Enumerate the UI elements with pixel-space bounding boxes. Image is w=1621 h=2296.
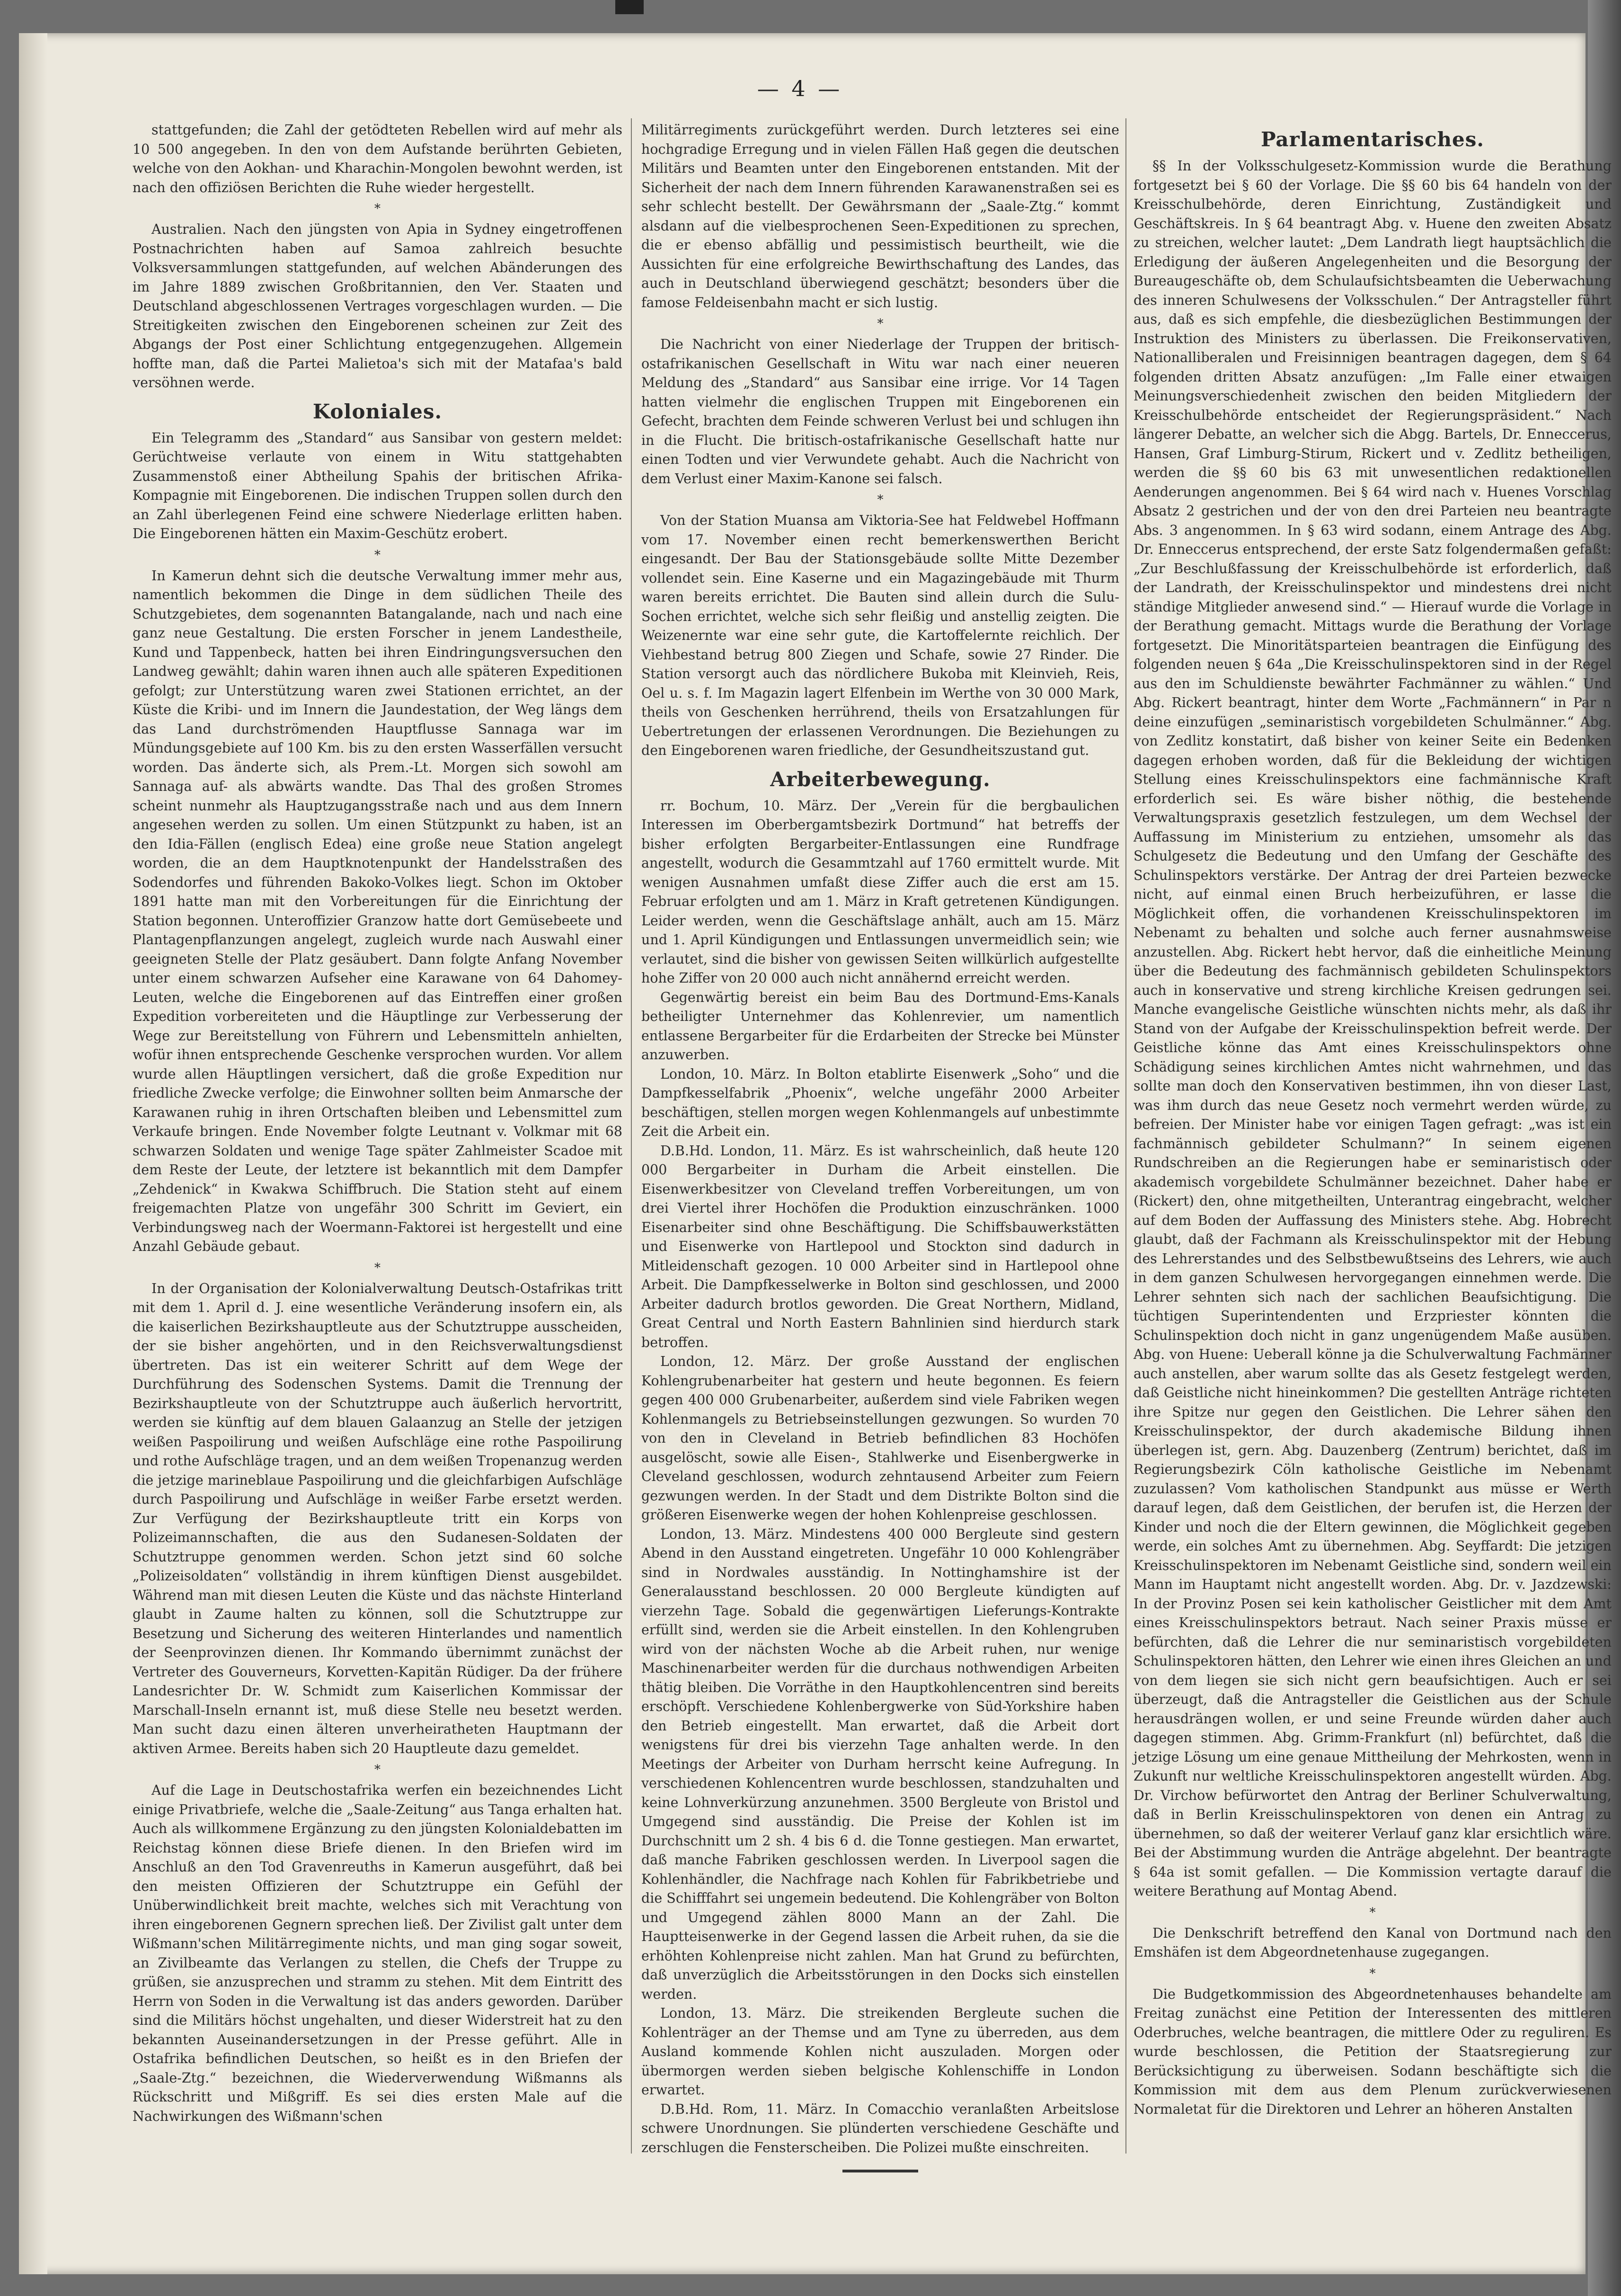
binding-shadow	[19, 33, 47, 2274]
column-3	[1134, 121, 1612, 2146]
scan-marker	[615, 0, 644, 14]
article-paragraph: Die Denkschrift betreffend den Kanal von Dortmund nach den Emshäfen ist dem Abgeordnetenhause zugegangen.	[1134, 1925, 1612, 1960]
article-paragraph: London, 13. März. Mindestens 400 000 Bergleute sind gestern Abend in den Ausstand eingetreten. Ungefähr 10 000 Kohlengräber sind in Nordwales ausständig. In Nottinghamshire ist der Generalausstand beschlossen. 20 000 Bergleute kündigten auf vierzehn Tage. Sobald die gegenwärtigen Lieferungs-Kontrakte erfüllt sind, werden sie die Arbeit einstellen. In den Kohlengruben wird von der nächsten Woche ab die Arbeit ruhen, nur wenige Maschinenarbeiter werden für die durchaus nothwendigen Arbeiten thätig bleiben. Die Vorräthe in den Hauptkohlencentren sind bereits erschöpft. Verschiedene Kohlenbergwerke von Süd-Yorkshire haben den Betrieb eingestellt. Man erwartet, daß die Arbeit dort wenigstens für drei bis vierzehn Tage anhalten werde. In den Meetings der Arbeiter von Durham herrscht keine Aufregung. In verschiedenen Kohlencentren wurde beschlossen, standzuhalten und keine Lohnverkürzung anzunehmen. 3500 Bergleute von Bristol und Umgegend sind ausständig. Die Preise der Kohlen ist im Durchschnitt um 2 sh. 4 bis 6 d. die Tonne gestiegen. Man erwartet, daß manche Fabriken geschlossen werden. In Liverpool sagen die Kohlenhändler, die Nachfrage nach Kohlen für Fabrikbetriebe und die Schifffahrt sei ungemein bedeutend. Die Kohlengräber von Bolton und Umgegend zählen 8000 Mann an der Zahl. Die Hauptteisenwerke in der Gegend lassen die Arbeit ruhen, da sie die erhöhten Kohlenpreise nicht zahlen. Man hat Grund zu befürchten, daß unverzüglich die Arbeitsstörungen in den Docks sich einstellen werden.	[641, 1526, 1119, 2002]
separator-asterisk: *	[374, 1260, 381, 1275]
article-paragraph: D.B.Hd. Rom, 11. März. In Comacchio veranlaßten Arbeitslose schwere Unordnungen. Sie plünderten verschiedene Geschäfte und zerschlugen die Fensterscheiben. Die Polizei mußte einschreiten.	[641, 2101, 1119, 2155]
column-2	[641, 121, 1119, 2155]
article-paragraph: §§ In der Volksschulgesetz-Kommission wurde die Berathung fortgesetzt bei § 60 der Vorlage. Die §§ 60 bis 64 handeln von der Kreisschulbehörde, deren Einrichtung, Zuständigkeit und Geschäftskreis. In § 64 beantragt Abg. v. Huene den zweiten Absatz zu streichen, welcher lautet: „Dem Landrath liegt hauptsächlich die Erledigung der äußeren Angelegenheiten und die Besorgung der Bureaugeschäfte ob, dem Schulaufsichtsbeamten die Ueberwachung des inneren Schulwesens der Volksschulen.“ Der Antragsteller führt aus, daß es sich empfehle, die diesbezüglichen Bestimmungen der Instruktion des Ministers zu überlassen. Die Freikonservativen, Nationalliberalen und Freisinnigen beantragen dagegen, dem § 64 folgenden dritten Absatz anzufügen: „Im Falle einer etwaigen Meinungsverschiedenheit zwischen den beiden Mitgliedern der Kreisschulbehörde entscheidet der Regierungspräsident.“ Nach längerer Debatte, an welcher sich die Abgg. Bartels, Dr. Enneccerus, Hansen, Graf Limburg-Stirum, Rickert und v. Zedlitz betheiligen, werden die §§ 60 bis 63 mit unwesentlichen redaktionellen Aenderungen angenommen. Bei § 64 wird nach v. Huenes Vorschlag Absatz 2 gestrichen und der von den drei Parteien neu beantragte Abs. 3 angenommen. In § 63 wird sodann, einem Antrage des Abg. Dr. Enneccerus entsprechend, der erste Satz folgendermaßen gefaßt: „Zur Beschlußfassung der Kreisschulbehörde ist erforderlich, daß der Landrath, der Kreisschulinspektor und mindestens drei nicht ständige Mitglieder anwesend sind.“ — Hierauf wurde die Vorlage in der Berathung gemacht. Mittags wurde die Berathung der Vorlage fortgesetzt. Die Minoritätsparteien beantragen die Einfügung des folgenden neuen § 64a „Die Kreisschulinspektoren sind in der Regel aus den im Schuldienste bewährter Fachmänner zu wählen.“ Und Abg. Rickert beantragt, hinter dem Worte „Fachmännern“ in Par n deine einzufügen „seminaristisch vorgebildeten Schulmänner.“ Abg. von Zedlitz konstatirt, daß bisher von keiner Seite ein Bedenken dagegen erhoben worden, daß für die Bekleidung der wichtigen Stellung eines Kreisschulinspektors eine fachmännische Kraft erforderlich sei. Es wäre bisher nöthig, die bestehende Verwaltungspraxis gesetzlich festzulegen, um dem Wechsel der Auffassung im Ministerium zu entziehen, umsomehr als das Schulgesetz die Bedeutung und den Umfang der Geschäfte des Schulinspektors verstärke. Der Antrag der drei Parteien bezwecke nicht, auf einmal einen Bruch herbeizuführen, er lasse die Möglichkeit offen, die vorhandenen Kreisschulinspektoren im Nebenamt zu behalten und solche auch ferner ausnahmsweise anzustellen. Abg. Rickert hebt hervor, daß die einheitliche Meinung über die Bedeutung des fachmännisch gebildeten Schulinspektors auch in konservative und streng kirchliche Kreisen gedrungen sei. Manche evangelische Geistliche wünschten nichts mehr, als daß ihr Stand von der Aufgabe der Kreisschulinspektion befreit werde. Der Geistliche könne das Amt eines Kreisschulinspektors ohne Schädigung seines kirchlichen Amtes nicht wahrnehmen, und das sollte man doch den Konservativen bestimmen, ihn von dieser Last, was ihm durch das neue Gesetz noch vermehrt werden würde, zu befreien. Der Minister habe vor einigen Tagen gefragt: „was ist ein fachmännisch gebildeter Schulmann?“ In seinem eigenen Rundschreiben an die Regierungen habe er seminaristisch oder akademisch vorgebildete Schulmänner bezeichnet. Daher habe er (Rickert) den, ohne mitgetheilten, Unterantrag eingebracht, welcher auf dem Boden der Auffassung des Ministers stehe. Abg. Hobrecht glaubt, daß der Fachmann als Kreisschulinspektor mit der Hebung des Lehrerstandes und des Selbstbewußtseins des Lehrers, wie auch in dem ganzen Schulwesen hervorgegangen einnehmen werde. Die Lehrer sehnten sich nach der sachlichen Beaufsichtigung. Die tüchtigen Superintendenten und Erzpriester könnten die Schulinspektion doch nicht in ganz ungenügendem Maße ausüben. Abg. von Huene: Ueberall könne ja die Schulverwaltung Fachmänner auch anstellen, aber warum sollte das als Gesetz festgelegt werden, daß Geistliche nicht hineinkommen? Die gestellten Anträge richteten ihre Spitze nur gegen den Geistlichen. Die Lehrer sähen den Kreisschulinspektor, der durch akademische Bildung ihnen überlegen ist, gern. Abg. Dauzenberg (Zentrum) berichtet, daß im Regierungsbezirk Cöln katholische Geistliche im Nebenamt zuzulassen? Vom katholischen Standpunkt aus müsse er Werth darauf legen, daß dem Geistlichen, der berufen ist, die Herzen der Kinder und noch die der Eltern gewinnen, die Möglichkeit gegeben werde, ein solches Amt zu übernehmen. Abg. Seyffardt: Die jetzigen Kreisschulinspektoren im Nebenamt Geistliche sind, sondern weil ein Mann im Hauptamt nicht angestellt worden. Abg. Dr. v. Jazdzewski: In der Provinz Posen sei kein katholischer Geistlicher mit dem Amt eines Kreisschulinspektors betraut. Nach seiner Praxis müsse er befürchten, daß die Lehrer die nur seminaristisch vorgebildeten Schulinspektoren hätten, den Lehrer wie einen ihres Gleichen an und von dem liegen sie sich nicht gern beaufsichtigen. Auch er sei überzeugt, daß die Antragsteller die Geistlichen aus der Schule herausdrängen wollen, er und seine Freunde würden daher auch dagegen stimmen. Abg. Grimm-Frankfurt (nl) befürchtet, daß die jetzige Lösung um eine genaue Mittheilung der Mehrkosten, wenn in Zukunft nur weltliche Kreisschulinspektoren angestellt würden. Abg. Dr. Virchow befürwortet den Antrag der Berliner Schulverwaltung, daß in Berlin Kreisschulinspektoren von denen ein Antrag zu übernehmen, so daß der weiterer Verlauf ganz klar ersichtlich wäre. Bei der Abstimmung wurden die Anträge abgelehnt. Der beantragte § 64a ist somit gefallen. — Die Kommission vertagte darauf die weitere Berathung auf Montag Abend.	[1134, 158, 1612, 1899]
section-heading: Koloniales.	[312, 399, 443, 423]
column-divider	[1125, 118, 1126, 2154]
article-paragraph: London, 10. März. In Bolton etablirte Eisenwerk „Soho“ und die Dampfkesselfabrik „Phoenix“, welche ungefähr 2000 Arbeiter beschäftigen, stellen morgen wegen Kohlenmangels auf unbestimmte Zeit die Arbeit ein.	[641, 1066, 1119, 1139]
column-divider	[631, 118, 632, 2154]
section-heading: Arbeiterbewegung.	[770, 767, 991, 791]
article-paragraph: In der Organisation der Kolonialverwaltung Deutsch-Ostafrikas tritt mit dem 1. April d. J. eine wesentliche Veränderung insofern ein, als die kaiserlichen Bezirkshauptleute aus der Schutztruppe ausscheiden, der sie bisher angehörten, und in den Reichsverwaltungsdienst übertreten. Das ist ein weiterer Schritt auf dem Wege der Durchführung des Sodenschen Systems. Damit die Trennung der Bezirkshauptleute von der Schutztruppe auch äußerlich hervortritt, werden sie künftig auf dem blauen Galaanzug an Stelle der jetzigen weißen Paspoilirung und weißen Aufschläge eine rothe Paspoilirung und rothe Aufschläge tragen, und an dem weißen Tropenanzug werden die jetzige marineblaue Paspoilirung und die gleichfarbigen Aufschläge durch Paspoilirung und Aufschläge in weißer Farbe ersetzt werden. Zur Verfügung der Bezirkshauptleute tritt ein Korps von Polizeimannschaften, die aus den Sudanesen-Soldaten der Schutztruppe genommen werden. Schon jetzt sind 60 solche „Polizeisoldaten“ vollständig in ihrem künftigen Dienst ausgebildet. Während man mit diesen Leuten die Küste und das nächste Hinterland glaubt in Zaume halten zu können, soll die Schutztruppe zur Besetzung und Sicherung des weiteren Hinterlandes und namentlich der Seenprovinzen dienen. Ihr Kommando übernimmt zunächst der Vertreter des Gouverneurs, Korvetten-Kapitän Rüdiger. Da der frühere Landesrichter Dr. W. Schmidt zum Kaiserlichen Kommissar der Marschall-Inseln ernannt ist, muß diese Stelle neu besetzt werden. Man sucht dazu einen älteren unverheiratheten Hauptmann der aktiven Armee. Bereits haben sich 20 Hauptleute dazu gemeldet.	[133, 1280, 622, 1756]
separator-asterisk: *	[374, 548, 381, 562]
article-paragraph: Australien. Nach den jüngsten von Apia in Sydney eingetroffenen Postnachrichten haben auf Samoa zahlreich besuchte Volksversammlungen stattgefunden, auf welchen Abänderungen des im Jahre 1889 zwischen Großbritannien, den Ver. Staaten und Deutschland abgeschlossenen Vertrages vorgeschlagen wurden. — Die Streitigkeiten zwischen den Eingeborenen scheinen zur Zeit des Abgangs der Post einer Schlichtung entgegenzugehen. Allgemein hoffte man, daß die Partei Malietoa's sich mit der Matafaa's bald versöhnen werde.	[133, 222, 622, 390]
article-paragraph: London, 13. März. Die streikenden Bergleute suchen die Kohlenträger an der Themse und am Tyne zu überreden, aus dem Ausland kommende Kohlen nicht auszuladen. Morgen oder übermorgen werden sieben belgische Kohlenschiffe in London erwartet.	[641, 2005, 1119, 2098]
separator-asterisk: *	[877, 493, 884, 507]
article-paragraph: stattgefunden; die Zahl der getödteten Rebellen wird auf mehr als 10 500 angegeben. In den von dem Aufstande berührten Gebieten, welche von den Aokhan- und Kharachin-Mongolen bewohnt werden, ist nach den offiziösen Berichten die Ruhe wieder hergestellt.	[133, 122, 622, 195]
column-1	[133, 121, 622, 2146]
article-paragraph: In Kamerun dehnt sich die deutsche Verwaltung immer mehr aus, namentlich bekommen die Dinge in dem südlichen Theile des Schutzgebietes, dem sogenannten Batangalande, nach und nach eine ganz neue Gestaltung. Die ersten Forscher in jenem Landestheile, Kund und Tappenbeck, hatten bei ihren Eindringungsversuchen den Landweg gewählt; dahin waren ihnen auch alle späteren Expeditionen gefolgt; zur Unterstützung waren zwei Stationen errichtet, an der Küste die Kribi- und im Innern die Jaundestation, der Weg längs dem das Land durchströmenden Hauptflusse Sannaga war im Mündungsgebiete auf 100 Km. bis zu den ersten Wasserfällen versucht worden. Das änderte sich, als Prem.-Lt. Morgen sich sowohl am Sannaga auf- als abwärts wandte. Das Thal des großen Stromes scheint nunmehr als Hauptzugangsstraße nach und aus dem Innern angesehen werden zu sollen. Um einen Stützpunkt zu haben, ist an den Idia-Fällen (englisch Edea) eine große neue Station angelegt worden, die an dem Hauptknotenpunkt der Handelsstraßen des Sodendorfes und führenden Bakoko-Volkes liegt. Schon im Oktober 1891 hatte man mit den Vorbereitungen für die Einrichtung der Station begonnen. Unteroffizier Granzow hatte dort Gemüsebeete und Plantagenpflanzungen angelegt, zugleich wurde nach Auswahl einer geeigneten Stelle der Platz gesäubert. Dann folgte Anfang November unter einem schwarzen Aufseher eine Karawane von 64 Dahomey-Leuten, welche die Eingeborenen auf das Eintreffen einer großen Expedition vorbereiteten und die Häuptlinge zur Verbesserung der Wege zur Bereitstellung von Führern und Lebensmitteln anhielten, wofür ihnen entsprechende Geschenke versprochen wurden. Vor allem wurde allen Häuptlingen versichert, daß die große Expedition nur friedliche Zwecke verfolge; die Einwohner sollten beim Anmarsche der Karawanen ruhig in ihren Ortschaften bleiben und Lebensmittel zum Verkaufe bringen. Ende November folgte Leutnant v. Volkmar mit 68 schwarzen Soldaten und wenige Tage später Zahlmeister Scadoe mit dem Reste der Leute, der letztere ist bekanntlich mit dem Dampfer „Zehdenick“ in Kwakwa Schiffbruch. Die Station steht auf einem freigemachten Platze von ungefähr 300 Schritt im Geviert, ein Verbindungsweg nach der Woermann-Faktorei ist hergestellt und eine Anzahl Gebäude gebaut.	[133, 567, 622, 1254]
article-paragraph: Von der Station Muansa am Viktoria-See hat Feldwebel Hoffmann vom 17. November einen recht bemerkenswerthen Bericht eingesandt. Der Bau der Stationsgebäude sollte Mitte Dezember vollendet sein. Eine Kaserne und ein Magazingebäude mit Thurm waren bereits errichtet. Die Bauten sind allein durch die Sulu-Sochen errichtet, welche sich sehr fleißig und anstellig zeigten. Die Weizenernte war eine sehr gute, die Kartoffelernte reichlich. Der Viehbestand betrug 800 Ziegen und Schafe, sowie 27 Rinder. Die Station versorgt auch das nördlichere Bukoba mit Kleinvieh, Reis, Oel u. s. f. Im Magazin lagert Elfenbein im Werthe von 30 000 Mark, theils von Geschenken herrührend, theils von Ersatzahlungen für Uebertretungen der erlassenen Verordnungen. Die Beziehungen zu den Eingeborenen waren friedliche, der Gesundheitszustand gut.	[641, 513, 1119, 758]
separator-asterisk: *	[374, 1763, 381, 1777]
article-paragraph: Militärregiments zurückgeführt werden. Durch letzteres sei eine hochgradige Erregung und in vielen Fällen Haß gegen die deutschen Militärs und Beamten unter den Eingeborenen entstanden. Mit der Sicherheit der nach dem Innern führenden Karawanenstraßen sei es sehr schlecht bestellt. Der Gewährsmann der „Saale-Ztg.“ kommt alsdann auf die vielbesprochenen Seen-Expeditionen zu sprechen, die er ebenso abfällig und pessimistisch beurtheilt, wie die Aussichten für eine erfolgreiche Bewirthschaftung des Landes, das auch in Deutschland überwiegend geschätzt; besonders über die famose Feldeisenbahn macht er sich lustig.	[641, 122, 1119, 310]
article-paragraph: rr. Bochum, 10. März. Der „Verein für die bergbaulichen Interessen im Oberbergamtsbezirk Dortmund“ hat betreffs der bisher erfolgten Bergarbeiter-Entlassungen eine Rundfrage angestellt, wodurch die Gesammtzahl auf 1760 ermittelt wurde. Mit wenigen Ausnahmen umfaßt diese Ziffer auch die erst am 15. Februar erfolgten und am 1. März in Kraft getretenen Kündigungen. Leider werden, wenn die Geschäftslage anhält, auch am 15. März und 1. April Kündigungen und Entlassungen unvermeidlich sein; wie verlautet, sind die bisher von gewissen Seiten willkürlich aufgestellte hohe Ziffer von 20 000 auch nicht annähernd erreicht werden.	[641, 798, 1119, 986]
page-number: — 4 —	[757, 76, 843, 101]
section-heading: Parlamentarisches.	[1260, 128, 1485, 151]
separator-asterisk: *	[1369, 1966, 1376, 1981]
article-paragraph: D.B.Hd. London, 11. März. Es ist wahrscheinlich, daß heute 120 000 Bergarbeiter in Durham die Arbeit einstellen. Die Eisenwerkbesitzer von Cleveland treffen Vorbereitungen, um von drei Viertel ihrer Hochöfen die Produktion einzuschränken. 1000 Eisenarbeiter sind ohne Beschäftigung. Die Schiffsbauwerkstätten und Eisenwerke von Hartlepool und Stockton sind dadurch in Mitleidenschaft gezogen. 10 000 Arbeiter sind in Hartlepool ohne Arbeit. Die Dampfkesselwerke in Bolton sind geschlossen, und 2000 Arbeiter dadurch brotlos geworden. Die Great Northern, Midland, Great Central und North Eastern Bahnlinien sind hierdurch stark betroffen.	[641, 1143, 1119, 1350]
article-paragraph: Auf die Lage in Deutschostafrika werfen ein bezeichnendes Licht einige Privatbriefe, welche die „Saale-Zeitung“ aus Tanga erhalten hat. Auch als willkommene Ergänzung zu den jüngsten Kolonialdebatten im Reichstag können diese Briefe dienen. In den Briefen wird im Anschluß an den Tod Gravenreuths in Kamerun ausgeführt, daß bei den meisten Offizieren der Schutztruppe ein Gefühl der Unüberwindlichkeit breit machte, welches sich mit Verachtung von ihren eingeborenen Gegnern sprechen ließ. Der Zivilist galt unter dem Wißmann'schen Militärregimente nichts, und man ging sogar soweit, an Zivilbeamte das Verlangen zu stellen, die Chefs der Truppe zu grüßen, sie anzusprechen und stramm zu stehen. Mit dem Eintritt des Herrn von Soden in die Verwaltung ist das anders geworden. Darüber sind die Militärs höchst ungehalten, und dieser Widerstreit hat zu den bekannten Auseinandersetzungen in der Presse geführt. Alle in Ostafrika befindlichen Deutschen, so heißt es in den Briefen der „Saale-Ztg.“ bezeichnen, die Wiederverwendung Wißmanns als Rückschritt und Mißgriff. Es sei dies ersten Male auf die Nachwirkungen des Wißmann'schen	[133, 1782, 622, 2124]
end-rule	[842, 2170, 918, 2172]
article-paragraph: London, 12. März. Der große Ausstand der englischen Kohlengrubenarbeiter hat gestern und heute begonnen. Es feiern gegen 400 000 Grubenarbeiter, außerdem sind viele Fabriken wegen Kohlenmangels zu Betriebseinstellungen gezwungen. So wurden 70 von den in Cleveland in Betrieb befindlichen 83 Hochöfen ausgelöscht, sowie alle Eisen-, Stahlwerke und Eisenbergwerke in Cleveland geschlossen, wodurch zehntausend Arbeiter zum Feiern gezwungen werden. In der Stadt und dem Distrikte Bolton sind die größeren Eisenwerke wegen der hohen Kohlenpreise geschlossen.	[641, 1354, 1119, 1523]
article-paragraph: Die Budgetkommission des Abgeordnetenhauses behandelte am Freitag zunächst eine Petition der Interessenten des mittleren Oderbruches, welche beantragen, die mittlere Oder zu reguliren. Es wurde beschlossen, die Petition der Staatsregierung zur Berücksichtigung zu überweisen. Sodann beschäftigte sich die Kommission mit dem aus dem Plenum zurückverwiesenen Normaletat für die Direktoren und Lehrer an höheren Anstalten	[1134, 1986, 1612, 2117]
separator-asterisk: *	[1369, 1905, 1376, 1920]
separator-asterisk: *	[877, 317, 884, 331]
article-paragraph: Gegenwärtig bereist ein beim Bau des Dortmund-Ems-Kanals betheiligter Unternehmer das Kohlenrevier, um namentlich entlassene Bergarbeiter für die Erdarbeiten der Strecke bei Münster anzuwerben.	[641, 989, 1119, 1063]
article-paragraph: Die Nachricht von einer Niederlage der Truppen der britisch-ostafrikanischen Gesellschaft in Witu war nach einer neueren Meldung des „Standard“ aus Sansibar eine irrige. Vor 14 Tagen hatten vielmehr die englischen Truppen mit Eingeborenen ein Gefecht, brachten dem Feinde schweren Verlust bei und schlugen ihn in die Flucht. Die britisch-ostafrikanische Gesellschaft hatte nur einen Todten und vier Verwundete gehabt. Auch die Nachricht von dem Verlust einer Maxim-Kanone sei falsch.	[641, 337, 1119, 487]
article-paragraph: Ein Telegramm des „Standard“ aus Sansibar von gestern meldet: Gerüchtweise verlaute von einem in Witu stattgehabten Zusammenstoß einer Abtheilung Spahis der britischen Afrika-Kompagnie mit Eingeborenen. Die indischen Truppen sollen durch den an Zahl überlegenen Feind eine schwere Niederlage erlitten haben. Die Eingeborenen hätten ein Maxim-Geschütz erobert.	[133, 430, 622, 541]
separator-asterisk: *	[374, 202, 381, 216]
